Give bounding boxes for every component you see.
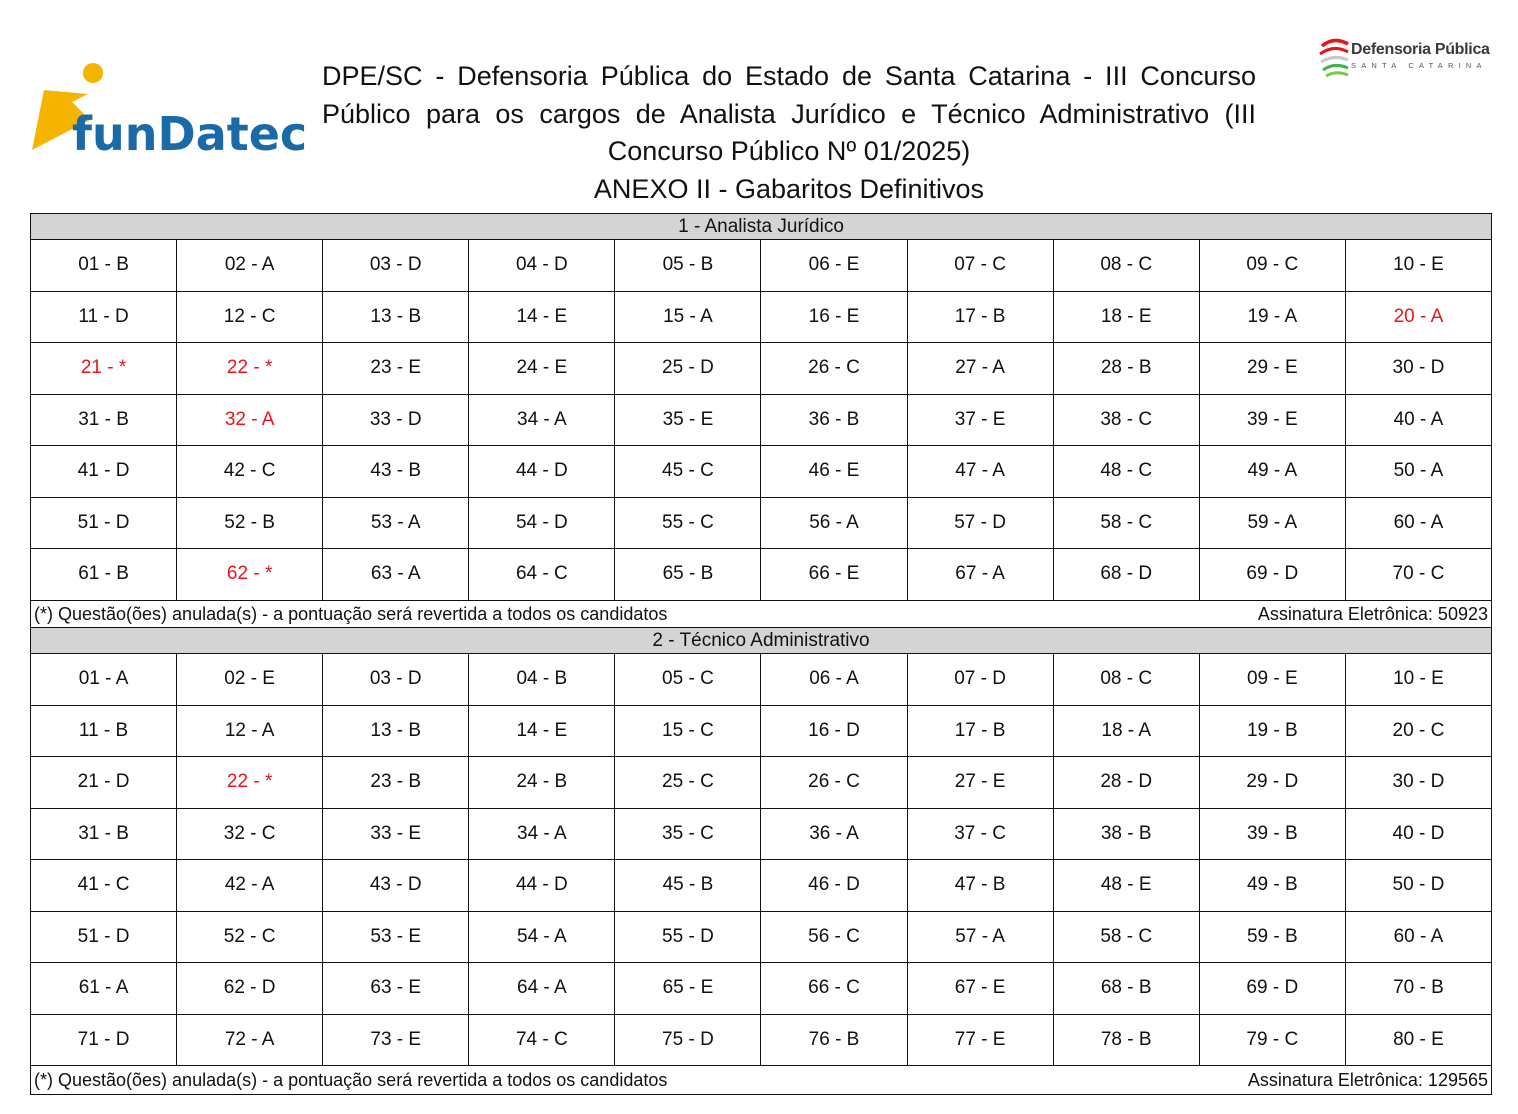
annulled-footnote: (*) Questão(ões) anulada(s) - a pontuação será revertida a todos os candidatos — [34, 604, 668, 624]
answer-cell: 60 - A — [1345, 911, 1491, 963]
answer-cell: 38 - C — [1053, 394, 1199, 446]
answer-cell: 13 - B — [323, 291, 469, 343]
answer-cell: 71 - D — [31, 1014, 177, 1066]
answer-cell: 72 - A — [177, 1014, 323, 1066]
answer-cell: 54 - A — [469, 911, 615, 963]
answer-cell: 13 - B — [323, 705, 469, 757]
answer-cell: 03 - D — [323, 240, 469, 292]
answer-cell: 10 - E — [1345, 654, 1491, 706]
answer-cell: 41 - D — [31, 446, 177, 498]
answer-cell: 05 - B — [615, 240, 761, 292]
electronic-signature: Assinatura Eletrônica: 50923 — [1257, 604, 1488, 624]
answer-cell: 61 - A — [31, 963, 177, 1015]
fundatec-logo — [30, 62, 308, 161]
answer-cell: 69 - D — [1199, 963, 1345, 1015]
answer-row — [31, 446, 1492, 498]
title-line-4: ANEXO II - Gabaritos Definitivos — [593, 173, 985, 204]
answer-cell: 09 - E — [1199, 654, 1345, 706]
answer-cell: 28 - D — [1053, 757, 1199, 809]
answer-cell: 50 - A — [1345, 446, 1491, 498]
answer-cell: 20 - A — [1345, 291, 1491, 343]
answer-row — [31, 654, 1492, 706]
answer-row — [31, 808, 1492, 860]
answer-cell: 19 - A — [1199, 291, 1345, 343]
answer-row — [31, 497, 1492, 549]
answer-cell: 63 - A — [323, 549, 469, 601]
answer-cell: 67 - E — [907, 963, 1053, 1015]
answer-cell: 23 - E — [323, 343, 469, 395]
answer-cell: 24 - B — [469, 757, 615, 809]
answer-cell: 14 - E — [469, 291, 615, 343]
answer-cell: 27 - A — [907, 343, 1053, 395]
answer-cell: 67 - A — [907, 549, 1053, 601]
defensoria-logo-mark — [1318, 36, 1350, 78]
answer-cell: 29 - E — [1199, 343, 1345, 395]
answer-cell: 53 - E — [323, 911, 469, 963]
answer-cell: 57 - A — [907, 911, 1053, 963]
answer-cell: 03 - D — [323, 654, 469, 706]
answer-row — [31, 757, 1492, 809]
answer-cell: 11 - D — [31, 291, 177, 343]
answer-cell: 45 - B — [615, 860, 761, 912]
answer-cell: 32 - C — [177, 808, 323, 860]
answer-cell: 04 - D — [469, 240, 615, 292]
answer-cell: 05 - C — [615, 654, 761, 706]
answer-row — [31, 291, 1492, 343]
answer-cell: 18 - A — [1053, 705, 1199, 757]
answer-cell: 31 - B — [31, 394, 177, 446]
answer-cell: 54 - D — [469, 497, 615, 549]
answer-cell: 14 - E — [469, 705, 615, 757]
title-line-2: Público para os cargos de Analista Jurídico e Técnico Administrativo (III — [322, 98, 1256, 129]
answer-cell: 59 - B — [1199, 911, 1345, 963]
answer-row — [31, 394, 1492, 446]
answer-cell: 70 - B — [1345, 963, 1491, 1015]
answer-row — [31, 963, 1492, 1015]
answer-cell: 80 - E — [1345, 1014, 1491, 1066]
answer-cell: 52 - B — [177, 497, 323, 549]
answer-cell: 11 - B — [31, 705, 177, 757]
answer-cell: 30 - D — [1345, 343, 1491, 395]
answer-cell: 12 - A — [177, 705, 323, 757]
answer-cell: 50 - D — [1345, 860, 1491, 912]
document-title — [300, 58, 1278, 208]
answer-cell: 35 - E — [615, 394, 761, 446]
answer-cell: 12 - C — [177, 291, 323, 343]
defensoria-sub-text: SANTA CATARINA — [1351, 61, 1487, 70]
answer-cell: 57 - D — [907, 497, 1053, 549]
answer-cell: 40 - D — [1345, 808, 1491, 860]
answer-cell: 36 - A — [761, 808, 907, 860]
answer-cell: 65 - B — [615, 549, 761, 601]
answer-cell: 60 - A — [1345, 497, 1491, 549]
answer-cell: 19 - B — [1199, 705, 1345, 757]
answer-cell: 04 - B — [469, 654, 615, 706]
electronic-signature: Assinatura Eletrônica: 129565 — [1247, 1069, 1488, 1090]
answer-cell: 74 - C — [469, 1014, 615, 1066]
answer-row — [31, 705, 1492, 757]
section-title: 2 - Técnico Administrativo — [31, 628, 1492, 654]
answer-cell: 17 - B — [907, 705, 1053, 757]
answer-cell: 62 - * — [177, 549, 323, 601]
answer-cell: 61 - B — [31, 549, 177, 601]
answer-cell: 02 - A — [177, 240, 323, 292]
answer-cell: 25 - C — [615, 757, 761, 809]
answer-cell: 48 - C — [1053, 446, 1199, 498]
answer-row — [31, 240, 1492, 292]
fundatec-logo-text: funDatec — [72, 107, 308, 161]
answer-cell: 21 - * — [31, 343, 177, 395]
answer-cell: 07 - D — [907, 654, 1053, 706]
answer-row — [31, 911, 1492, 963]
answer-cell: 47 - B — [907, 860, 1053, 912]
answer-cell: 06 - E — [761, 240, 907, 292]
answer-cell: 70 - C — [1345, 549, 1491, 601]
answer-cell: 31 - B — [31, 808, 177, 860]
answer-cell: 34 - A — [469, 808, 615, 860]
answer-cell: 68 - B — [1053, 963, 1199, 1015]
answer-cell: 47 - A — [907, 446, 1053, 498]
answer-cell: 35 - C — [615, 808, 761, 860]
answer-cell: 42 - C — [177, 446, 323, 498]
answer-cell: 29 - D — [1199, 757, 1345, 809]
answers-body — [31, 654, 1492, 1066]
title-line-1: DPE/SC - Defensoria Pública do Estado de Santa Catarina - III Concurso — [322, 61, 1256, 91]
answer-cell: 78 - B — [1053, 1014, 1199, 1066]
answer-cell: 46 - E — [761, 446, 907, 498]
answer-cell: 20 - C — [1345, 705, 1491, 757]
answer-row — [31, 860, 1492, 912]
answer-cell: 27 - E — [907, 757, 1053, 809]
answer-cell: 48 - E — [1053, 860, 1199, 912]
answer-cell: 55 - D — [615, 911, 761, 963]
answer-cell: 16 - D — [761, 705, 907, 757]
answer-cell: 51 - D — [31, 911, 177, 963]
answer-cell: 36 - B — [761, 394, 907, 446]
answer-cell: 52 - C — [177, 911, 323, 963]
answer-cell: 59 - A — [1199, 497, 1345, 549]
answer-cell: 43 - B — [323, 446, 469, 498]
answer-cell: 58 - C — [1053, 911, 1199, 963]
answer-cell: 15 - C — [615, 705, 761, 757]
answer-cell: 69 - D — [1199, 549, 1345, 601]
answer-cell: 44 - D — [469, 446, 615, 498]
answer-cell: 25 - D — [615, 343, 761, 395]
answer-cell: 39 - B — [1199, 808, 1345, 860]
answer-cell: 32 - A — [177, 394, 323, 446]
answer-cell: 22 - * — [177, 757, 323, 809]
answer-cell: 56 - A — [761, 497, 907, 549]
answer-cell: 64 - C — [469, 549, 615, 601]
answer-cell: 58 - C — [1053, 497, 1199, 549]
answer-cell: 66 - C — [761, 963, 907, 1015]
section-footer — [31, 1066, 1492, 1095]
answer-cell: 65 - E — [615, 963, 761, 1015]
answer-row — [31, 1014, 1492, 1066]
answer-cell: 46 - D — [761, 860, 907, 912]
answer-cell: 44 - D — [469, 860, 615, 912]
answer-cell: 33 - E — [323, 808, 469, 860]
answer-cell: 38 - B — [1053, 808, 1199, 860]
answer-table-tecnico — [30, 627, 1492, 1095]
answer-cell: 79 - C — [1199, 1014, 1345, 1066]
answer-cell: 56 - C — [761, 911, 907, 963]
answer-cell: 62 - D — [177, 963, 323, 1015]
answer-cell: 49 - A — [1199, 446, 1345, 498]
answer-cell: 73 - E — [323, 1014, 469, 1066]
answer-cell: 41 - C — [31, 860, 177, 912]
answer-cell: 39 - E — [1199, 394, 1345, 446]
answer-cell: 15 - A — [615, 291, 761, 343]
answer-cell: 08 - C — [1053, 654, 1199, 706]
answer-cell: 75 - D — [615, 1014, 761, 1066]
answer-cell: 51 - D — [31, 497, 177, 549]
answer-cell: 01 - B — [31, 240, 177, 292]
answer-cell: 16 - E — [761, 291, 907, 343]
answer-cell: 26 - C — [761, 757, 907, 809]
answer-cell: 42 - A — [177, 860, 323, 912]
answer-cell: 68 - D — [1053, 549, 1199, 601]
answer-cell: 53 - A — [323, 497, 469, 549]
answer-cell: 10 - E — [1345, 240, 1491, 292]
answer-cell: 06 - A — [761, 654, 907, 706]
answer-cell: 37 - C — [907, 808, 1053, 860]
answer-cell: 07 - C — [907, 240, 1053, 292]
defensoria-brand-text: Defensoria Pública — [1351, 41, 1490, 58]
answer-row — [31, 343, 1492, 395]
annulled-footnote: (*) Questão(ões) anulada(s) - a pontuação será revertida a todos os candidatos — [34, 1069, 668, 1090]
answer-cell: 01 - A — [31, 654, 177, 706]
answer-cell: 33 - D — [323, 394, 469, 446]
answer-cell: 66 - E — [761, 549, 907, 601]
answer-cell: 26 - C — [761, 343, 907, 395]
answer-cell: 40 - A — [1345, 394, 1491, 446]
answer-cell: 22 - * — [177, 343, 323, 395]
answer-cell: 24 - E — [469, 343, 615, 395]
title-line-3: Concurso Público Nº 01/2025) — [607, 136, 971, 166]
answer-cell: 43 - D — [323, 860, 469, 912]
answer-cell: 08 - C — [1053, 240, 1199, 292]
answer-cell: 30 - D — [1345, 757, 1491, 809]
answer-cell: 76 - B — [761, 1014, 907, 1066]
answer-table-analista — [30, 213, 1492, 630]
answer-cell: 28 - B — [1053, 343, 1199, 395]
answer-cell: 21 - D — [31, 757, 177, 809]
answer-cell: 09 - C — [1199, 240, 1345, 292]
answer-cell: 34 - A — [469, 394, 615, 446]
section-footer — [31, 600, 1492, 629]
answer-cell: 18 - E — [1053, 291, 1199, 343]
answer-cell: 63 - E — [323, 963, 469, 1015]
answer-cell: 37 - E — [907, 394, 1053, 446]
answer-row — [31, 549, 1492, 601]
section-title: 1 - Analista Jurídico — [31, 214, 1492, 240]
answers-body — [31, 240, 1492, 601]
defensoria-logo — [1318, 36, 1493, 78]
answer-cell: 02 - E — [177, 654, 323, 706]
answer-cell: 77 - E — [907, 1014, 1053, 1066]
answer-cell: 64 - A — [469, 963, 615, 1015]
answer-cell: 55 - C — [615, 497, 761, 549]
answer-cell: 17 - B — [907, 291, 1053, 343]
answer-cell: 23 - B — [323, 757, 469, 809]
answer-cell: 49 - B — [1199, 860, 1345, 912]
fundatec-logo-mark — [30, 62, 308, 161]
answer-cell: 45 - C — [615, 446, 761, 498]
